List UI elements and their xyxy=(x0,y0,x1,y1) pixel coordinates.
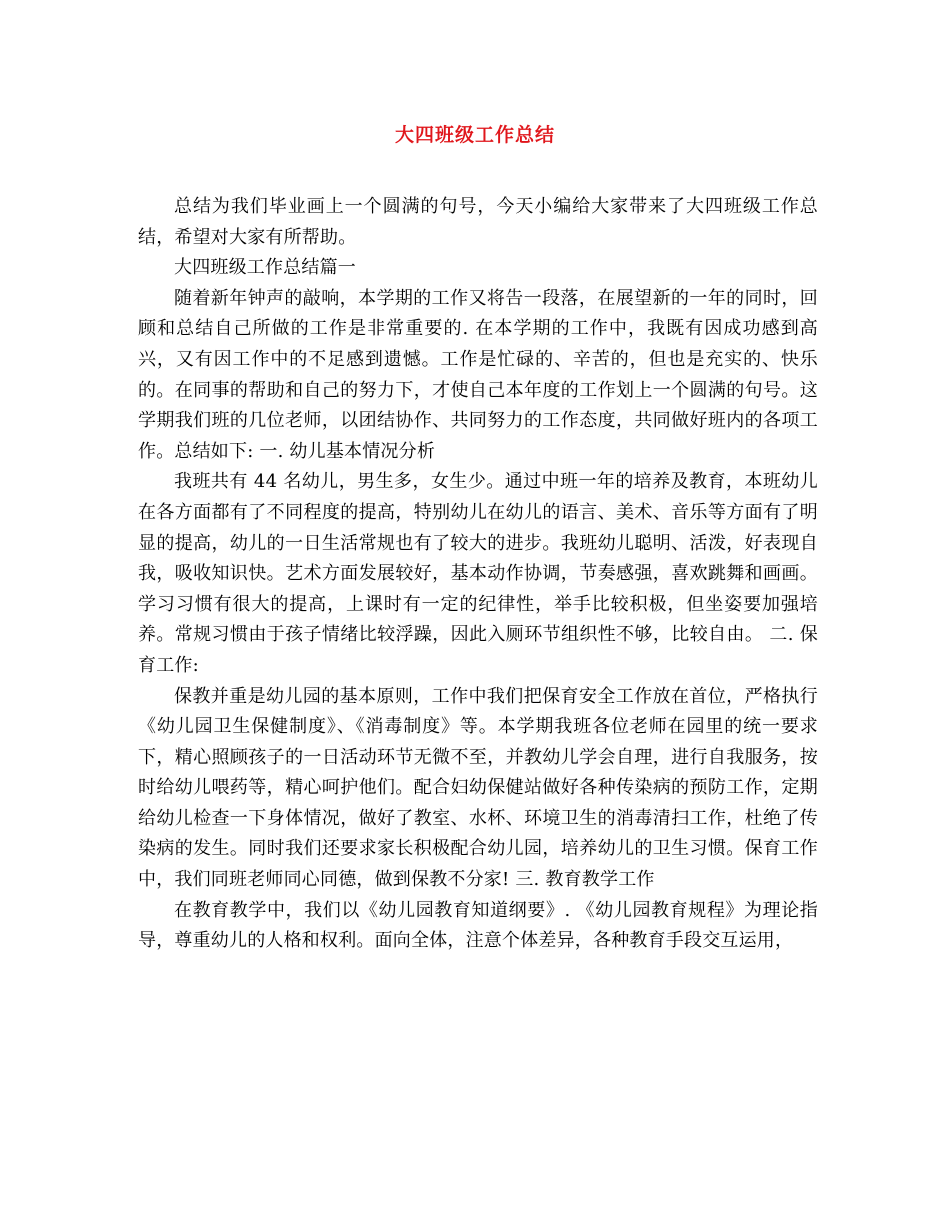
body-paragraph-2: 我班共有 44 名幼儿，男生多，女生少。通过中班一年的培养及教育，本班幼儿在各方面都有了不同程度的提高，特别幼儿在幼儿的语言、美术、音乐等方面有了明显的提高，幼儿的一日生活常规也有了较大的进步。我班幼儿聪明、活泼，好表现自我，吸收知识快。艺术方面发展较好，基本动作协调，节奏感强，喜欢跳舞和画画。学习习惯有很大的提高，上课时有一定的纪律性，举手比较积极，但坐姿要加强培养。常规习惯由于孩子情绪比较浮躁，因此入厕环节组织性不够，比较自由。 二. 保育工作: xyxy=(138,471,818,676)
intro-paragraph: 总结为我们毕业画上一个圆满的句号，今天小编给大家带来了大四班级工作总结，希望对大家有所帮助。 xyxy=(138,196,818,248)
body-paragraph-3: 保教并重是幼儿园的基本原则，工作中我们把保育安全工作放在首位，严格执行《幼儿园卫生保健制度》、《消毒制度》等。本学期我班各位老师在园里的统一要求下，精心照顾孩子的一日活动环节无微不至，并教幼儿学会自理，进行自我服务，按时给幼儿喂药等，精心呵护他们。配合妇幼保健站做好各种传染病的预防工作，定期给幼儿检查一下身体情况，做好了教室、水杯、环境卫生的消毒清扫工作，杜绝了传染病的发生。同时我们还要求家长积极配合幼儿园，培养幼儿的卫生习惯。保育工作中，我们同班老师同心同德，做到保教不分家! 三. 教育教学工作 xyxy=(138,685,818,891)
document-body xyxy=(138,192,818,957)
section-heading: 大四班级工作总结篇一 xyxy=(174,257,356,279)
body-paragraph-1: 随着新年钟声的敲响，本学期的工作又将告一段落，在展望新的一年的同时，回顾和总结自己所做的工作是非常重要的. 在本学期的工作中，我既有因成功感到高兴，又有因工作中的不足感到遗憾。工作是忙碌的、辛苦的，但也是充实的、快乐的。在同事的帮助和自己的努力下，才使自己本年度的工作划上一个圆满的句号。这学期我们班的几位老师，以团结协作、共同努力的工作态度，共同做好班内的各项工作。总结如下: 一. 幼儿基本情况分析 xyxy=(138,287,818,462)
body-paragraph-4: 在教育教学中，我们以《幼儿园教育知道纲要》. 《幼儿园教育规程》为理论指导，尊重幼儿的人格和权利。面向全体，注意个体差异，各种教育手段交互运用， xyxy=(138,899,818,952)
document-title: 大四班级工作总结 xyxy=(394,124,555,146)
